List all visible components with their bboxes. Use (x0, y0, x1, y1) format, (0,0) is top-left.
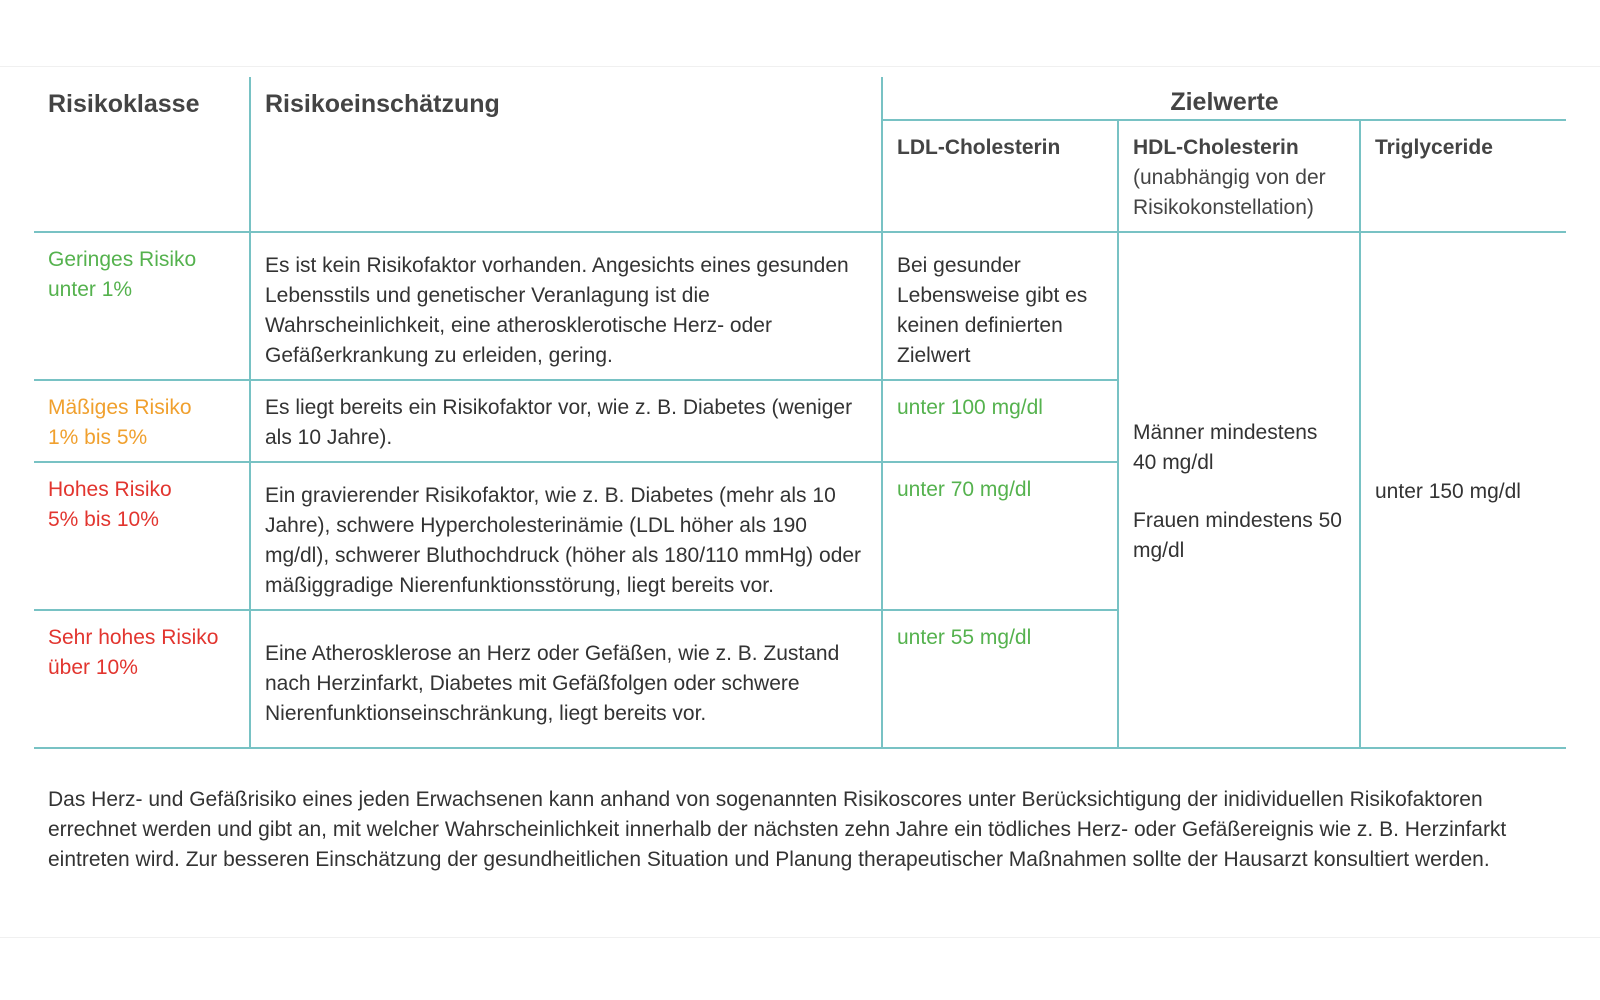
risk-class-cell (34, 462, 250, 610)
risk-class-name: Sehr hohes Risiko (48, 626, 219, 649)
table-row (34, 232, 1566, 380)
header-hdl (1118, 120, 1360, 232)
header-triglycerides: Triglyceride (1360, 120, 1566, 232)
header-ldl: LDL-Cholesterin (882, 120, 1118, 232)
triglyceride-cell: unter 150 mg/dl (1360, 232, 1566, 748)
header-risk-class: Risikoklasse (34, 77, 250, 232)
risk-class-cell (34, 232, 250, 380)
document-page (0, 66, 1600, 938)
risk-class-name: Hohes Risiko (48, 478, 172, 501)
header-targets: Zielwerte (882, 77, 1566, 120)
hdl-women: Frauen mindestens 50 mg/dl (1133, 509, 1342, 562)
assessment-cell: Es liegt bereits ein Risikofaktor vor, wie z. B. Diabetes (weniger als 10 Jahre). (250, 380, 882, 462)
hdl-men: Männer mindestens 40 mg/dl (1133, 421, 1318, 474)
ldl-cell: Bei gesunder Lebensweise gibt es keinen definierten Zielwert (882, 232, 1118, 380)
ldl-cell: unter 100 mg/dl (882, 380, 1118, 462)
footnote-text: Das Herz- und Gefäßrisiko eines jeden Erwachsenen kann anhand von sogenannten Risikoscores unter Berücksichtigung der inidividuellen Risikofaktoren errechnet werden und gibt an, mit welcher Wahrscheinlichkeit innerhalb der nächsten zehn Jahre ein tödliches Herz- oder Gefäßereignis wie z. B. Herzinfarkt eintreten wird. Zur besseren Einschätzung der gesundheitlichen Situation und Planung therapeutischer Maßnahmen sollte der Hausarzt konsultiert werden. (48, 788, 1507, 871)
risk-table (34, 77, 1566, 749)
risk-class-cell (34, 610, 250, 748)
risk-class-name: Mäßiges Risiko (48, 396, 192, 419)
risk-class-range: 5% bis 10% (48, 508, 159, 531)
ldl-cell: unter 55 mg/dl (882, 610, 1118, 748)
risk-class-range: 1% bis 5% (48, 426, 148, 449)
header-assessment: Risikoeinschätzung (250, 77, 882, 232)
risk-class-range: unter 1% (48, 278, 133, 301)
risk-class-name: Geringes Risiko (48, 248, 197, 271)
assessment-cell: Es ist kein Risikofaktor vorhanden. Angesichts eines gesunden Lebensstils und genetischer Veranlagung ist die Wahrscheinlichkeit, eine atherosklerotische Herz- oder Gefäßerkrankung zu erleiden, gering. (250, 232, 882, 380)
header-hdl-title: HDL-Cholesterin (1133, 136, 1299, 159)
assessment-cell: Ein gravierender Risikofaktor, wie z. B. Diabetes (mehr als 10 Jahre), schwere Hypercholesterinämie (LDL höher als 190 mg/dl), schwerer Bluthochdruck (höher als 180/110 mmHg) oder mäßiggradige Nierenfunktionsstörung, liegt bereits vor. (250, 462, 882, 610)
risk-class-range: über 10% (48, 656, 138, 679)
header-row-1 (34, 77, 1566, 120)
assessment-cell: Eine Atherosklerose an Herz oder Gefäßen, wie z. B. Zustand nach Herzinfarkt, Diabetes mit Gefäßfolgen oder schwere Nierenfunktionseinschränkung, liegt bereits vor. (250, 610, 882, 748)
header-hdl-note: (unabhängig von der Risikokonstellation) (1133, 166, 1326, 219)
ldl-cell: unter 70 mg/dl (882, 462, 1118, 610)
risk-class-cell (34, 380, 250, 462)
hdl-cell (1118, 232, 1360, 748)
